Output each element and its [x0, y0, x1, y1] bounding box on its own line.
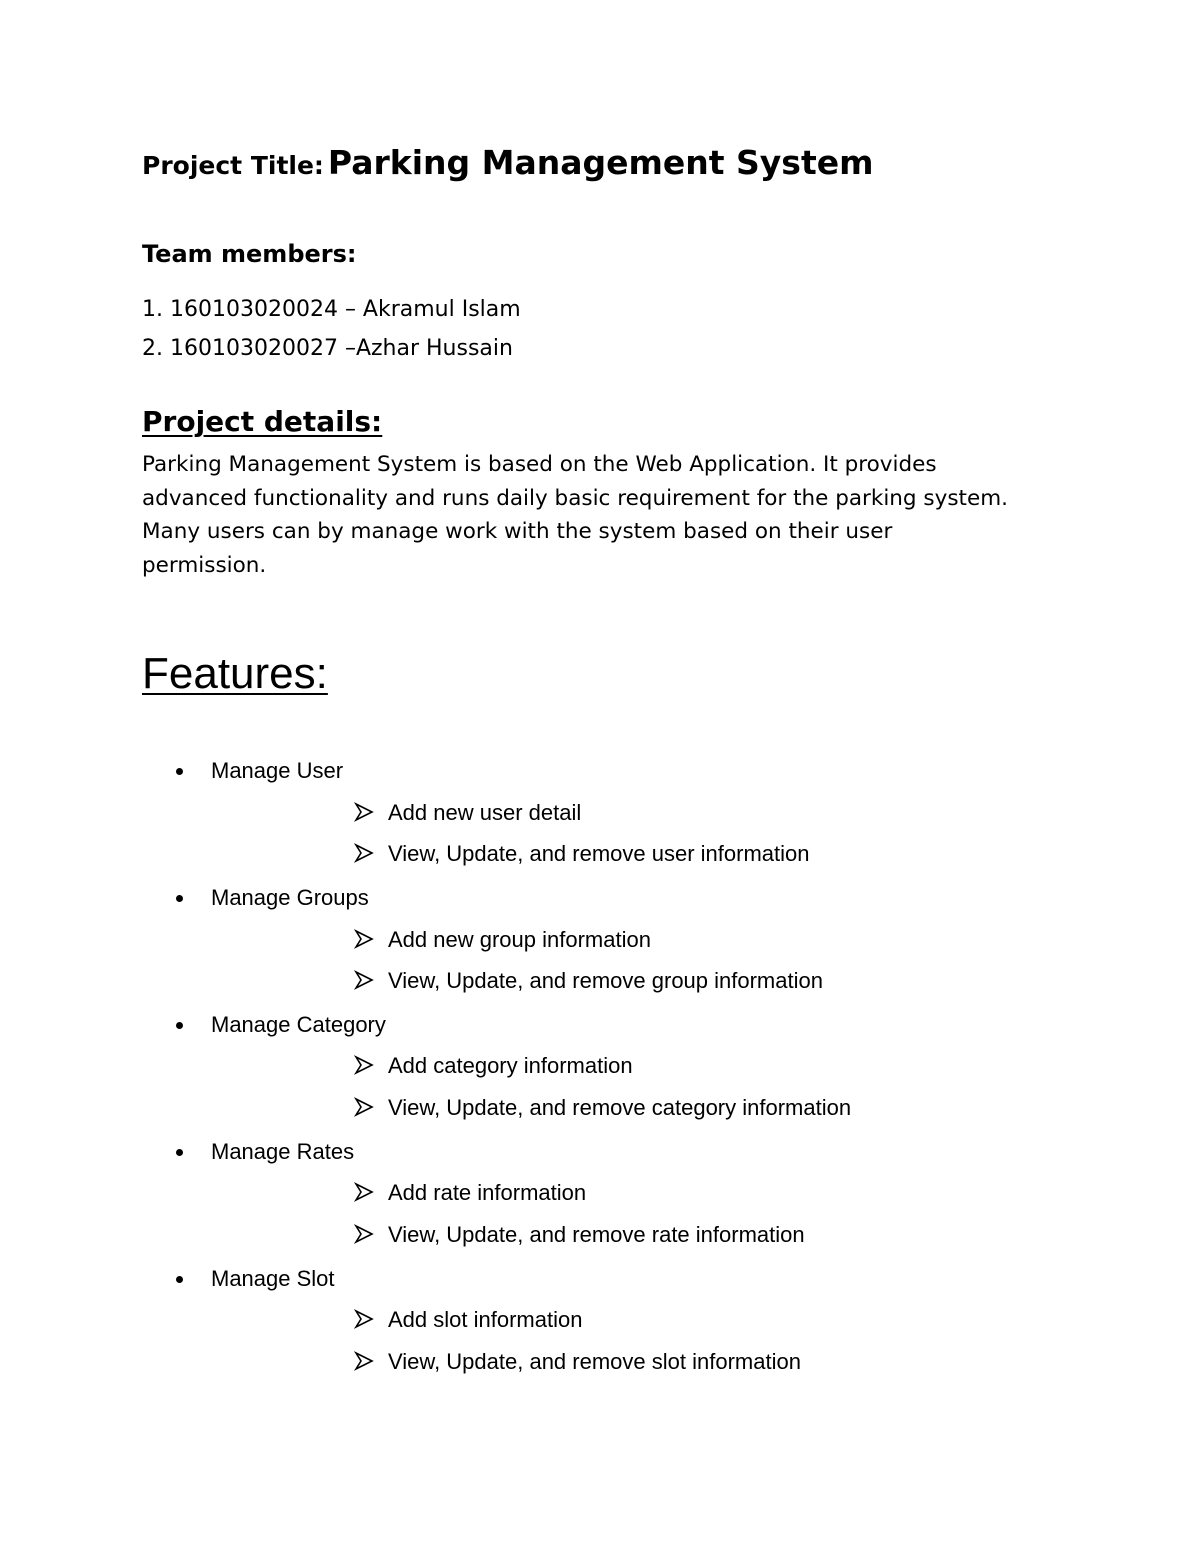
- features-heading: Features:: [142, 649, 328, 698]
- arrowhead-icon: [354, 1351, 374, 1371]
- feature-sub-label: Add slot information: [388, 1307, 583, 1332]
- arrowhead-icon: [354, 1097, 374, 1117]
- details-line-4: permission.: [142, 552, 267, 578]
- details-line-2: advanced functionality and runs daily basic requirement for the parking system.: [142, 485, 1008, 511]
- arrowhead-icon: [354, 1055, 374, 1075]
- arrowhead-icon: [354, 843, 374, 863]
- bullet-dot-icon: [176, 895, 183, 902]
- project-details-paragraph: [142, 448, 1072, 582]
- feature-label: Manage Category: [211, 1012, 386, 1037]
- bullet-dot-icon: [176, 1149, 183, 1156]
- team-member-1: 1. 160103020024 – Akramul Islam: [142, 297, 521, 322]
- arrowhead-icon: [354, 1224, 374, 1244]
- team-member-2: 2. 160103020027 –Azhar Hussain: [142, 336, 513, 361]
- arrowhead-icon: [354, 802, 374, 822]
- project-title-label: Project Title:: [142, 151, 324, 180]
- feature-sub-label: View, Update, and remove user information: [388, 841, 810, 866]
- feature-sub-label: View, Update, and remove rate information: [388, 1222, 805, 1247]
- bullet-dot-icon: [176, 768, 183, 775]
- feature-sub-label: Add new group information: [388, 927, 651, 952]
- feature-sub-label: Add new user detail: [388, 800, 582, 825]
- feature-label: Manage Rates: [211, 1139, 355, 1164]
- feature-sub-label: Add category information: [388, 1053, 633, 1078]
- details-line-1: Parking Management System is based on the Web Application. It provides: [142, 452, 937, 477]
- feature-sub-label: View, Update, and remove slot information: [388, 1349, 801, 1374]
- project-details-heading: Project details:: [142, 405, 383, 438]
- feature-sub-label: Add rate information: [388, 1180, 587, 1205]
- arrowhead-icon: [354, 1182, 374, 1202]
- feature-label: Manage Slot: [211, 1266, 335, 1291]
- feature-sub-label: View, Update, and remove category information: [388, 1095, 852, 1120]
- bullet-dot-icon: [176, 1022, 183, 1029]
- feature-label: Manage User: [211, 758, 344, 783]
- team-members-heading: Team members:: [142, 240, 357, 268]
- details-line-3: Many users can by manage work with the system based on their user: [142, 519, 893, 544]
- feature-label: Manage Groups: [211, 885, 369, 910]
- bullet-dot-icon: [176, 1276, 183, 1283]
- project-title-value: Parking Management System: [327, 143, 874, 182]
- arrowhead-icon: [354, 929, 374, 949]
- arrowhead-icon: [354, 1309, 374, 1329]
- arrowhead-icon: [354, 970, 374, 990]
- feature-sub-label: View, Update, and remove group information: [388, 968, 823, 993]
- project-title-line: [142, 143, 874, 182]
